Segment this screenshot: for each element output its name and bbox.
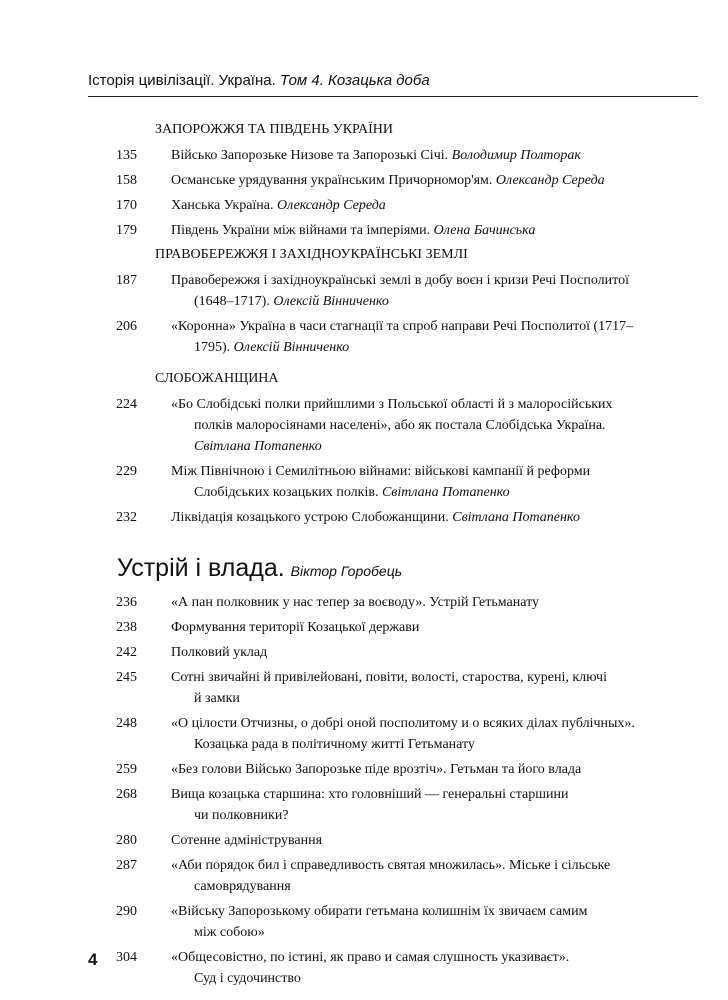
toc-entry-author: Світлана Потапенко — [452, 510, 580, 525]
toc-entry-line — [171, 170, 671, 191]
toc-page-number: 290 — [116, 904, 137, 919]
toc-page-number: 158 — [116, 173, 137, 188]
toc-entry-text: (1648–1717). — [194, 294, 270, 309]
toc-page-number: 287 — [116, 858, 137, 873]
toc-entry-line — [171, 415, 671, 436]
toc-page-number: 238 — [116, 620, 137, 635]
toc-page-number: 135 — [116, 148, 137, 163]
toc-page-number: 179 — [116, 223, 137, 238]
toc-entry-title — [171, 667, 671, 709]
toc-entry-line — [171, 461, 671, 482]
toc-entry-title — [171, 901, 671, 943]
header-volume-title: Том 4. Козацька доба — [275, 72, 430, 89]
toc-entry-line — [171, 394, 671, 415]
toc-entry-title — [171, 617, 671, 638]
toc-entry-text: й замки — [194, 691, 240, 706]
toc-page-number: 187 — [116, 273, 137, 288]
toc-entry-title — [171, 855, 671, 897]
toc-entry-text: Південь України між війнами та імперіями. — [171, 223, 431, 238]
toc-page-number: 224 — [116, 397, 137, 412]
toc-entry-text: Слобідських козацьких полків. — [194, 485, 379, 500]
toc-entry-line — [171, 195, 671, 216]
toc-entry-text: «Коронна» Україна в часи стагнації та спроб направи Речі Посполитої (1717– — [171, 319, 634, 334]
toc-entry-line — [171, 784, 671, 805]
toc-entry-line — [171, 507, 671, 528]
toc-entry-text: Сотні звичайні й привілейовані, повіти, волості, староства, курені, ключі — [171, 670, 607, 685]
toc-entry-text: «Бо Слобідські полки прийшлими з Польської області й з малоросійських — [171, 397, 613, 412]
part-heading: Устрій і влада. — [117, 554, 285, 582]
toc-entry-text: 1795). — [194, 340, 231, 355]
toc-entry-line — [171, 482, 671, 503]
toc-page-number: 248 — [116, 716, 137, 731]
toc-page-number: 236 — [116, 595, 137, 610]
toc-page-number: 245 — [116, 670, 137, 685]
toc-entry-author: Олена Бачинська — [433, 223, 536, 238]
toc-entry-title — [171, 220, 671, 241]
toc-entry-line — [171, 617, 671, 638]
toc-entry-line — [171, 592, 671, 613]
toc-entry-line — [171, 667, 671, 688]
part-author: Віктор Горобець — [290, 563, 403, 579]
toc-entry-line — [171, 291, 671, 312]
header-book-title: Історія цивілізації. Україна. — [88, 72, 276, 89]
section-heading: ЗАПОРОЖЖЯ ТА ПІВДЕНЬ УКРАЇНИ — [155, 122, 394, 137]
toc-page-number: 304 — [116, 950, 137, 965]
toc-entry-title — [171, 195, 671, 216]
header-rule — [88, 96, 698, 97]
toc-entry-title — [171, 316, 671, 358]
toc-entry-line — [171, 876, 671, 897]
toc-entry-line — [171, 688, 671, 709]
toc-entry-text: Між Північною і Семилітньою війнами: військові кампанії й реформи — [171, 464, 591, 479]
toc-entry-title — [171, 394, 671, 457]
toc-entry-line — [171, 855, 671, 876]
toc-entry-text: Козацька рада в політичному житті Гетьманату — [194, 737, 475, 752]
toc-entry-author: Олексій Вінниченко — [233, 340, 350, 355]
toc-entry-author: Олександр Середа — [495, 173, 605, 188]
toc-entry-title — [171, 830, 671, 851]
toc-entry-line — [171, 316, 671, 337]
toc-entry-line — [171, 220, 671, 241]
toc-entry-text: «А пан полковник у нас тепер за воєводу». Устрій Гетьманату — [171, 595, 540, 610]
toc-page-number: 206 — [116, 319, 137, 334]
toc-page-number: 229 — [116, 464, 137, 479]
part-title — [117, 553, 402, 583]
running-header — [88, 72, 698, 90]
toc-entry-line — [171, 734, 671, 755]
toc-entry-author: Олексій Вінниченко — [273, 294, 389, 309]
toc-entry-title — [171, 145, 671, 166]
toc-entry-text: «Без голови Військо Запорозьке піде врозтіч». Гетьман та його влада — [171, 762, 582, 777]
toc-page-number: 259 — [116, 762, 137, 777]
toc-entry-title — [171, 461, 671, 503]
toc-entry-line — [171, 436, 671, 457]
toc-page-number: 232 — [116, 510, 137, 525]
toc-entry-text: Правобережжя і західноукраїнські землі в добу воєн і кризи Речі Посполитої — [171, 273, 629, 288]
toc-entry-title — [171, 642, 671, 663]
toc-entry-line — [171, 968, 671, 989]
toc-page-number: 170 — [116, 198, 137, 213]
toc-entry-line — [171, 901, 671, 922]
toc-entry-text: Вища козацька старшина: хто головніший — генеральні старшини — [171, 787, 569, 802]
toc-entry-text: Ліквідація козацького устрою Слобожанщини. — [171, 510, 449, 525]
toc-entry-title — [171, 270, 671, 312]
toc-page-number: 242 — [116, 645, 137, 660]
toc-page-number: 268 — [116, 787, 137, 802]
toc-entry-line — [171, 642, 671, 663]
toc-entry-text: Османське урядування українським Причорномор'ям. — [171, 173, 493, 188]
toc-entry-text: «Общесовістно, по істині, як право и самая слушность указиваєт». — [171, 950, 570, 965]
toc-entry-title — [171, 784, 671, 826]
toc-entry-text: «Війську Запорозькому обирати гетьмана колишнім їх звичаєм самим — [171, 904, 588, 919]
toc-entry-text: «Аби порядок бил і справедливость святая множилась». Міське і сільське — [171, 858, 611, 873]
toc-entry-text: самоврядування — [194, 879, 291, 894]
toc-entry-text: Сотенне адміністрування — [171, 833, 323, 848]
toc-entry-line — [171, 759, 671, 780]
toc-entry-title — [171, 507, 671, 528]
toc-entry-line — [171, 947, 671, 968]
toc-entry-text: Полковий уклад — [171, 645, 268, 660]
toc-entry-line — [171, 713, 671, 734]
page-number: 4 — [88, 950, 98, 969]
section-heading: СЛОБОЖАНЩИНА — [155, 371, 279, 386]
toc-entry-line — [171, 830, 671, 851]
toc-entry-title — [171, 713, 671, 755]
toc-entry-title — [171, 947, 671, 989]
toc-entry-author: Світлана Потапенко — [381, 485, 510, 500]
toc-entry-line — [171, 805, 671, 826]
toc-entry-title — [171, 170, 671, 191]
toc-entry-author: Світлана Потапенко — [194, 439, 322, 454]
toc-entry-text: Ханська Україна. — [171, 198, 274, 213]
toc-entry-text: Формування території Козацької держави — [171, 620, 420, 635]
toc-entry-line — [171, 270, 671, 291]
toc-page-number: 280 — [116, 833, 137, 848]
toc-entry-text: «О цілости Отчизны, о добрі оной посполитому и о всяких ділах публічных». — [171, 716, 635, 731]
toc-entry-text: чи полковники? — [194, 808, 289, 823]
toc-entry-text: Військо Запорозьке Низове та Запорозькі Січі. — [171, 148, 449, 163]
toc-entry-line — [171, 337, 671, 358]
toc-entry-text: між собою» — [194, 925, 265, 940]
toc-entry-text: Суд і судочинство — [194, 971, 301, 986]
toc-entry-line — [171, 922, 671, 943]
toc-entry-text: полків малоросіянами населені», або як постала Слобідська Україна. — [194, 418, 606, 433]
toc-entry-title — [171, 592, 671, 613]
toc-entry-title — [171, 759, 671, 780]
toc-entry-author: Олександр Середа — [277, 198, 386, 213]
toc-entry-author: Володимир Полторак — [451, 148, 581, 163]
toc-entry-line — [171, 145, 671, 166]
section-heading: ПРАВОБЕРЕЖЖЯ І ЗАХІДНОУКРАЇНСЬКІ ЗЕМЛІ — [155, 247, 468, 262]
